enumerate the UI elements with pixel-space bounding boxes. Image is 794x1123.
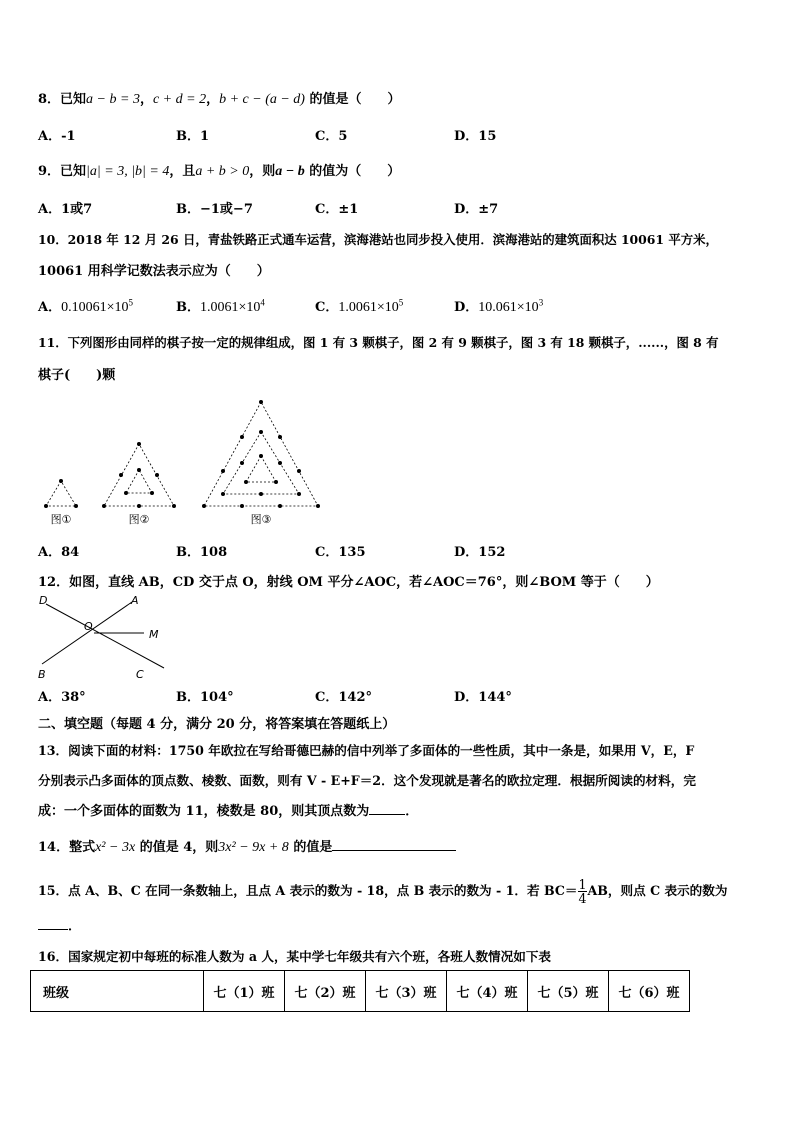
q8-option-b: B．1 — [176, 129, 210, 144]
q12-option-c: C．142° — [315, 690, 372, 705]
question-10-line1: 10．2018 年 12 月 26 日，青盐铁路正式通车运营，滨海港站也同步投入使用．滨海港站的建筑面积达 10061 平方米， — [38, 232, 718, 247]
question-14: 14．整式x² − 3x 的值是 4，则3x² − 9x + 8 的值是 — [38, 836, 456, 856]
fig2-label: 图② — [128, 513, 150, 526]
table-header-cell: 七（5）班 — [528, 971, 609, 1012]
question-12: 12．如图，直线 AB，CD 交于点 O，射线 OM 平分∠AOC，若∠AOC＝76°，则∠BOM 等于（ ） — [38, 575, 659, 590]
q8-option-a: A．-1 — [38, 129, 76, 144]
fig3-label: 图③ — [250, 513, 272, 526]
fig2-inner-triangle — [126, 470, 152, 493]
q8-option-d: D．15 — [454, 129, 497, 144]
q12-option-b: B．104° — [176, 690, 234, 705]
question-15-line1: 15．点 A、B、C 在同一条数轴上，且点 A 表示的数为 - 18，点 B 表示的数为 - 1．若 BC＝ $\frac{1}{4}$ AB，则点 C 表示的数为 — [38, 877, 728, 906]
q12-option-a: A．38° — [38, 690, 86, 705]
table-header-cell: 七（2）班 — [285, 971, 366, 1012]
q10-option-d: D．$10.061\times 10^3$ — [454, 297, 544, 315]
q10-option-b: B．$1.0061\times 10^4$ — [176, 297, 265, 315]
point-c-label: C — [136, 668, 144, 681]
q8-option-c: C．5 — [315, 129, 348, 144]
question-11-line1: 11．下列图形由同样的棋子按一定的规律组成，图 1 有 3 颗棋子，图 2 有 9 颗棋子，图 3 有 18 颗棋子，......，图 8 有 — [38, 335, 719, 350]
q15-answer-blank — [38, 917, 68, 930]
question-13-line2: 分别表示凸多面体的顶点数、棱数、面数，则有 V - E+F＝2．这个发现就是著名的欧拉定理．根据所阅读的材料，完 — [38, 773, 696, 788]
fig3-inner-triangle — [246, 456, 276, 482]
q13-answer-blank — [369, 802, 405, 815]
question-10-line2: 10061 用科学记数法表示应为（ ） — [38, 264, 270, 279]
q10-option-a: A．$0.10061\times 10^5$ — [38, 297, 133, 315]
table-row — [31, 971, 690, 1012]
class-table — [30, 970, 690, 1012]
q9-option-c: C．±1 — [315, 202, 359, 217]
table-header-cell: 七（3）班 — [366, 971, 447, 1012]
question-16: 16．国家规定初中每班的标准人数为 a 人，某中学七年级共有六个班，各班人数情况如下表 — [38, 949, 552, 964]
question-13-line1: 13．阅读下面的材料：1750 年欧拉在写给哥德巴赫的信中列举了多面体的一些性质，其中一条是，如果用 V，E，F — [38, 743, 695, 758]
fig1-label: 图① — [50, 513, 72, 526]
table-header-cell: 七（1）班 — [204, 971, 285, 1012]
point-m-label: M — [149, 628, 159, 641]
q11-option-b: B．108 — [176, 545, 228, 560]
q9-option-a: A．1或7 — [38, 202, 93, 217]
point-b-label: B — [38, 668, 46, 681]
point-d-label: D — [39, 594, 48, 607]
section-2-heading: 二、填空题（每题 4 分，满分 20 分，将答案填在答题纸上） — [38, 717, 396, 732]
question-8: 8．已知a − b = 3，c + d = 2，b + c − (a − d) 的值是（ ） — [38, 92, 401, 107]
point-a-label: A — [131, 594, 139, 607]
q11-option-c: C．135 — [315, 545, 366, 560]
q11-option-a: A．84 — [38, 545, 80, 560]
fig3-mid-triangle — [223, 432, 299, 494]
q15-fraction: $\frac{1}{4}$ — [578, 877, 587, 906]
q9-option-d: D．±7 — [454, 202, 499, 217]
table-header-cell: 班级 — [31, 971, 204, 1012]
point-o-label: O — [84, 620, 93, 633]
table-header-cell: 七（4）班 — [447, 971, 528, 1012]
fig1-triangle — [46, 481, 76, 506]
table-header-cell: 七（6）班 — [609, 971, 690, 1012]
q11-option-d: D．152 — [454, 545, 506, 560]
q12-angle-figure — [34, 592, 174, 684]
q12-option-d: D．144° — [454, 690, 512, 705]
question-15-line2: ． — [38, 915, 81, 934]
question-11-line2: 棋子( )颗 — [38, 368, 116, 383]
question-9: 9．已知|a| = 3, |b| = 4，且a + b > 0，则a − b 的值为（ ） — [38, 164, 401, 179]
q10-option-c: C．$1.0061\times 10^5$ — [315, 297, 404, 315]
q11-chess-figure — [36, 396, 336, 528]
question-13-line3: 成：一个多面体的面数为 11，棱数是 80，则其顶点数为 ． — [38, 804, 419, 819]
q14-answer-blank — [332, 838, 456, 851]
fig2-outer-triangle — [104, 444, 174, 506]
q9-option-b: B．−1或−7 — [176, 202, 253, 217]
